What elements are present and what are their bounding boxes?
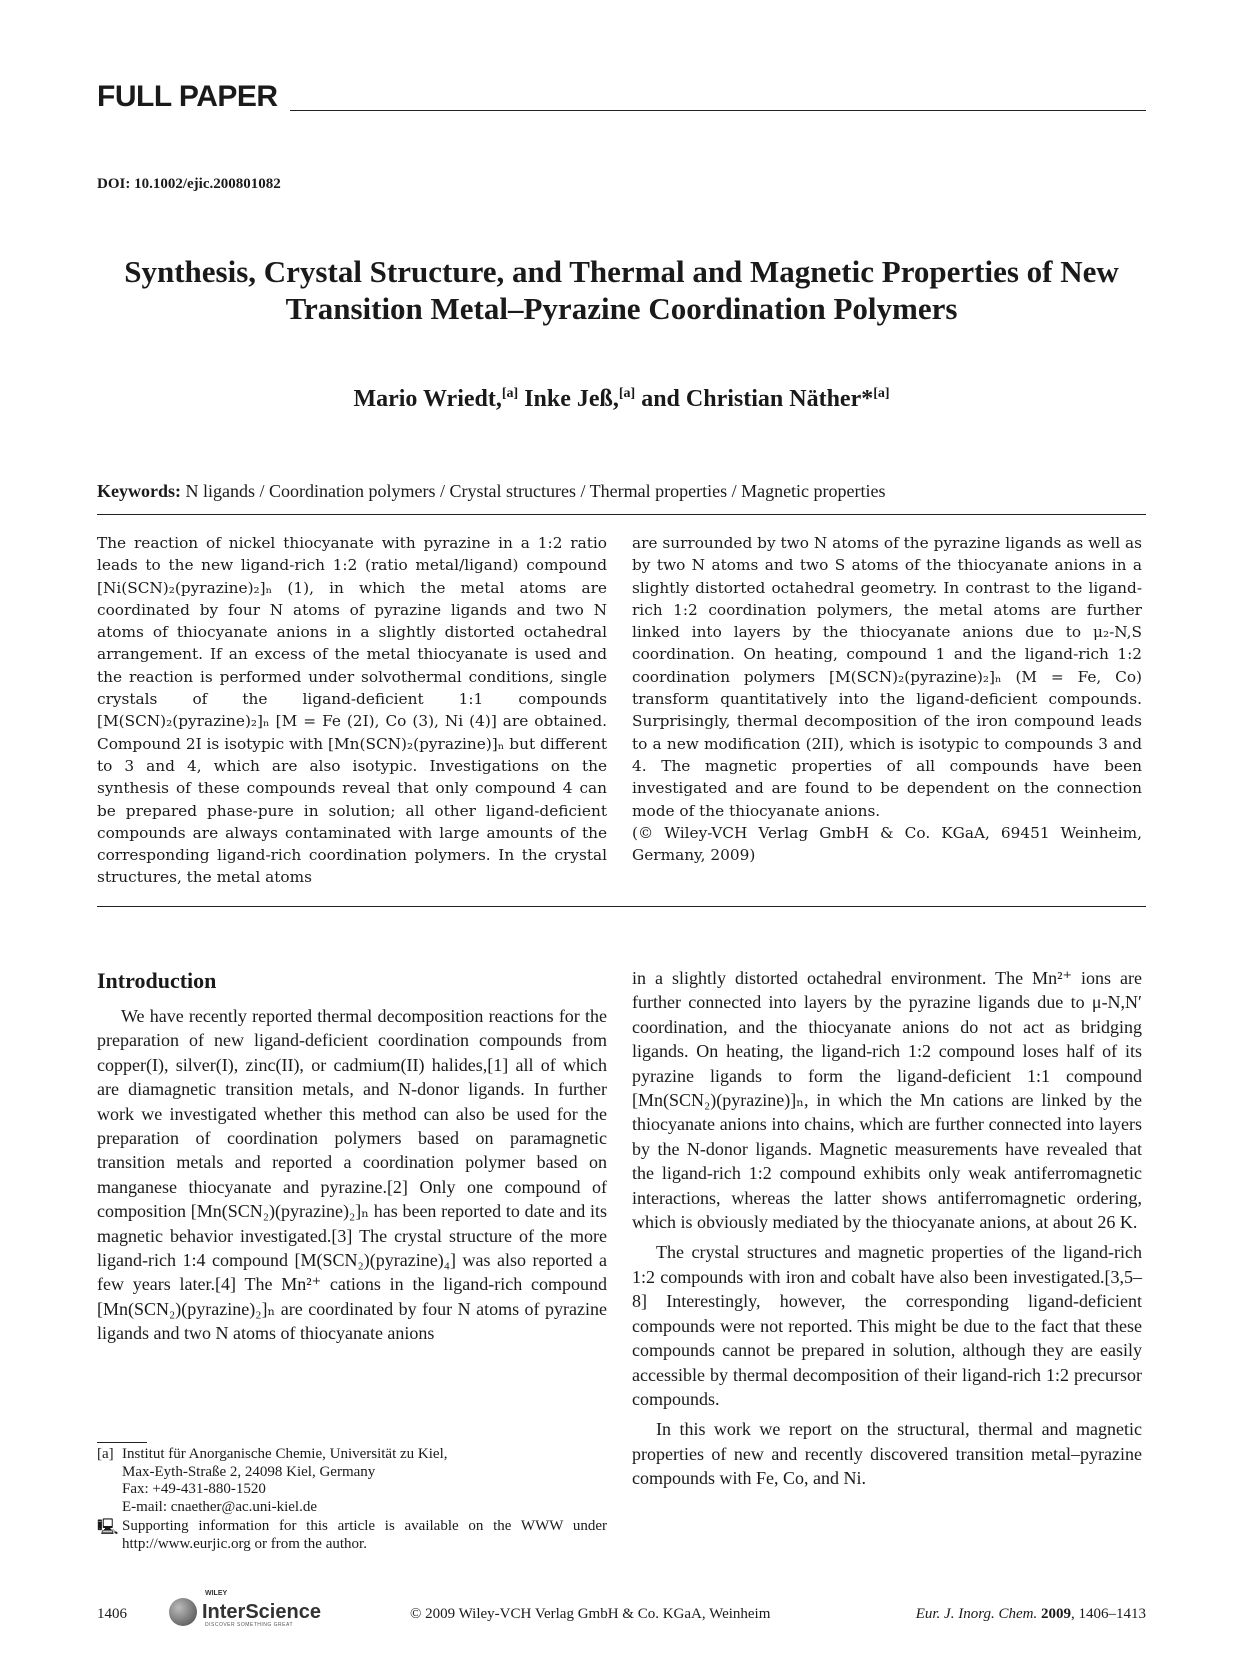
logo-brand: InterScience	[202, 1601, 321, 1623]
journal-name: Eur. J. Inorg. Chem.	[915, 1606, 1038, 1622]
journal-reference	[916, 1606, 1146, 1623]
abstract-text: are surrounded by two N atoms of the pyrazine ligands as well as by two N atoms and two S atoms of the thiocyanate anions in a slightly distorted octahedral geometry. In contrast to the ligand-rich 1:2 coordination polymers, the metal atoms are further linked into layers by the thiocyanate anions due to μ₂-N,S coordination. On heating, compound 1 and the ligand-rich 1:2 coordination polymers [M(SCN)₂(pyrazine)₂]ₙ (M = Fe, Co) transform quantitatively into the ligand-deficient compounds. Surprisingly, thermal decomposition of the iron compound leads to a new modification (2II), which is isotypic to compounds 3 and 4. The magnetic properties of all compounds have been investigated and are found to be dependent on the connection mode of the thiocyanate anions.	[632, 534, 1142, 820]
author-name: and Christian Näther*	[635, 386, 874, 412]
section-label: FULL PAPER	[97, 80, 278, 113]
footer-copyright: © 2009 Wiley-VCH Verlag GmbH & Co. KGaA, Weinheim	[410, 1606, 771, 1622]
keywords	[97, 481, 886, 502]
supporting-info[interactable]: Supporting information for this article is available on the WWW under http://www.eurjic.org or from the author.	[122, 1518, 607, 1552]
paragraph: We have recently reported thermal decomposition reactions for the preparation of new ligand-deficient coordination compounds from copper(I), silver(I), zinc(II), or cadmium(II) halides,[1] all of which are diamagnetic transition metals, and N-donor ligands. In further work we investigated whether this method can also be used for the preparation of coordination polymers based on paramagnetic transition metals and reported a coordination polymer based on manganese thiocyanate and pyrazine.[2] Only one compound of composition [Mn(SCN₂)(pyrazine)₂]ₙ has been reported to date and its magnetic behavior investigated.[3] The crystal structure of the more ligand-rich 1:4 compound [M(SCN₂)(pyrazine)₄] was also reported a few years later.[4] The Mn²⁺ cations in the ligand-rich compound [Mn(SCN₂)(pyrazine)₂]ₙ are coordinated by four N atoms of pyrazine ligands and two N atoms of thiocyanate anions	[97, 1006, 607, 1344]
footnote	[97, 1446, 607, 1553]
keywords-label: Keywords:	[97, 481, 181, 501]
page-number: 1406	[97, 1606, 127, 1622]
affiliation-line: Max-Eyth-Straße 2, 24098 Kiel, Germany	[122, 1463, 376, 1480]
affiliation-mark: [a]	[873, 386, 890, 401]
header-rule	[290, 110, 1146, 111]
article-title: Synthesis, Crystal Structure, and Thermal and Magnetic Properties of New Transition Metal–Pyrazine Coordination Polymers	[124, 254, 1119, 326]
page-footer	[97, 1590, 1146, 1638]
logo-wiley: WILEY	[205, 1590, 228, 1597]
affiliation-line: Institut für Anorganische Chemie, Universität zu Kiel,	[122, 1446, 448, 1462]
author-name: Inke Jeß,	[518, 386, 619, 412]
keywords-text: N ligands / Coordination polymers / Crystal structures / Thermal properties / Magnetic properties	[181, 481, 886, 501]
abstract-text: The reaction of nickel thiocyanate with pyrazine in a 1:2 ratio leads to the new ligand-rich 1:2 (ratio metal/ligand) compound [Ni(SCN)₂(pyrazine)₂]ₙ (1), in which the metal atoms are coordinated by four N atoms of pyrazine ligands and two N atoms of thiocyanate anions in a slightly distorted octahedral arrangement. If an excess of the metal thiocyanate is used and the reaction is performed under solvothermal conditions, single crystals of the ligand-deficient 1:1 compounds [M(SCN)₂(pyrazine)₂]ₙ [M = Fe (2I), Co (3), Ni (4)] are obtained. Compound 2I is isotypic with [Mn(SCN)₂(pyrazine)]ₙ but different to 3 and 4, which are also isotypic. Investigations on the synthesis of these compounds reveal that only compound 4 can be prepared phase-pure in solution; all other ligand-deficient compounds are always contaminated with large amounts of the corresponding ligand-rich coordination polymers. In the crystal structures, the metal atoms	[97, 534, 607, 887]
body-right-column	[632, 966, 1142, 1491]
globe-icon	[169, 1598, 197, 1626]
author-list	[97, 386, 1146, 413]
section-heading: Introduction	[97, 968, 217, 993]
computer-icon: 🖳	[97, 1517, 119, 1536]
doi[interactable]: DOI: 10.1002/ejic.200801082	[97, 176, 281, 192]
paragraph: In this work we report on the structural, thermal and magnetic properties of new and recently discovered transition metal–pyrazine compounds with Fe, Co, and Ni.	[632, 1419, 1142, 1489]
fax-line: Fax: +49-431-880-1520	[122, 1481, 266, 1497]
footnote-mark: [a]	[97, 1446, 114, 1462]
author-name: Mario Wriedt,	[353, 386, 502, 412]
abstract-rule	[97, 906, 1146, 907]
affiliation-mark: [a]	[501, 386, 519, 401]
abstract-right-column	[632, 532, 1142, 866]
affiliation-mark: [a]	[618, 386, 636, 401]
abstract-copyright: (© Wiley-VCH Verlag GmbH & Co. KGaA, 69451 Weinheim, Germany, 2009)	[632, 823, 1142, 865]
interscience-logo[interactable]	[169, 1590, 321, 1628]
journal-year: 2009	[1041, 1606, 1071, 1622]
journal-pages: , 1406–1413	[1071, 1606, 1146, 1622]
keywords-rule	[97, 514, 1146, 515]
abstract-left-column	[97, 532, 607, 889]
paragraph: in a slightly distorted octahedral environment. The Mn²⁺ ions are further connected into layers by the pyrazine ligands due to μ-N,N′ coordination, and the thiocyanate anions do not act as bridging ligands. On heating, the ligand-rich 1:2 compound loses half of its pyrazine ligands to form the ligand-deficient 1:1 compound [Mn(SCN₂)(pyrazine)]ₙ, in which the Mn cations are linked by the thiocyanate anions into chains, which are further connected into layers by the N-donor ligands. Magnetic measurements have revealed that the ligand-rich 1:2 compound exhibits only weak antiferromagnetic interactions, whereas the latter shows antiferromagnetic ordering, which is obviously mediated by the thiocyanate anions, at about 26 K.	[632, 968, 1142, 1233]
footnote-rule	[97, 1442, 147, 1443]
email-line[interactable]: E-mail: cnaether@ac.uni-kiel.de	[122, 1498, 317, 1515]
paragraph: The crystal structures and magnetic properties of the ligand-rich 1:2 compounds with iron and cobalt have also been investigated.[3,5–8] Interestingly, however, the corresponding ligand-deficient compounds were not reported. This might be due to the fact that these compounds cannot be prepared in solution, although they are easily accessible by thermal decomposition of their ligand-rich 1:2 precursor compounds.	[632, 1242, 1142, 1409]
logo-tagline: DISCOVER SOMETHING GREAT	[205, 1622, 294, 1628]
body-left-column	[97, 1004, 607, 1346]
